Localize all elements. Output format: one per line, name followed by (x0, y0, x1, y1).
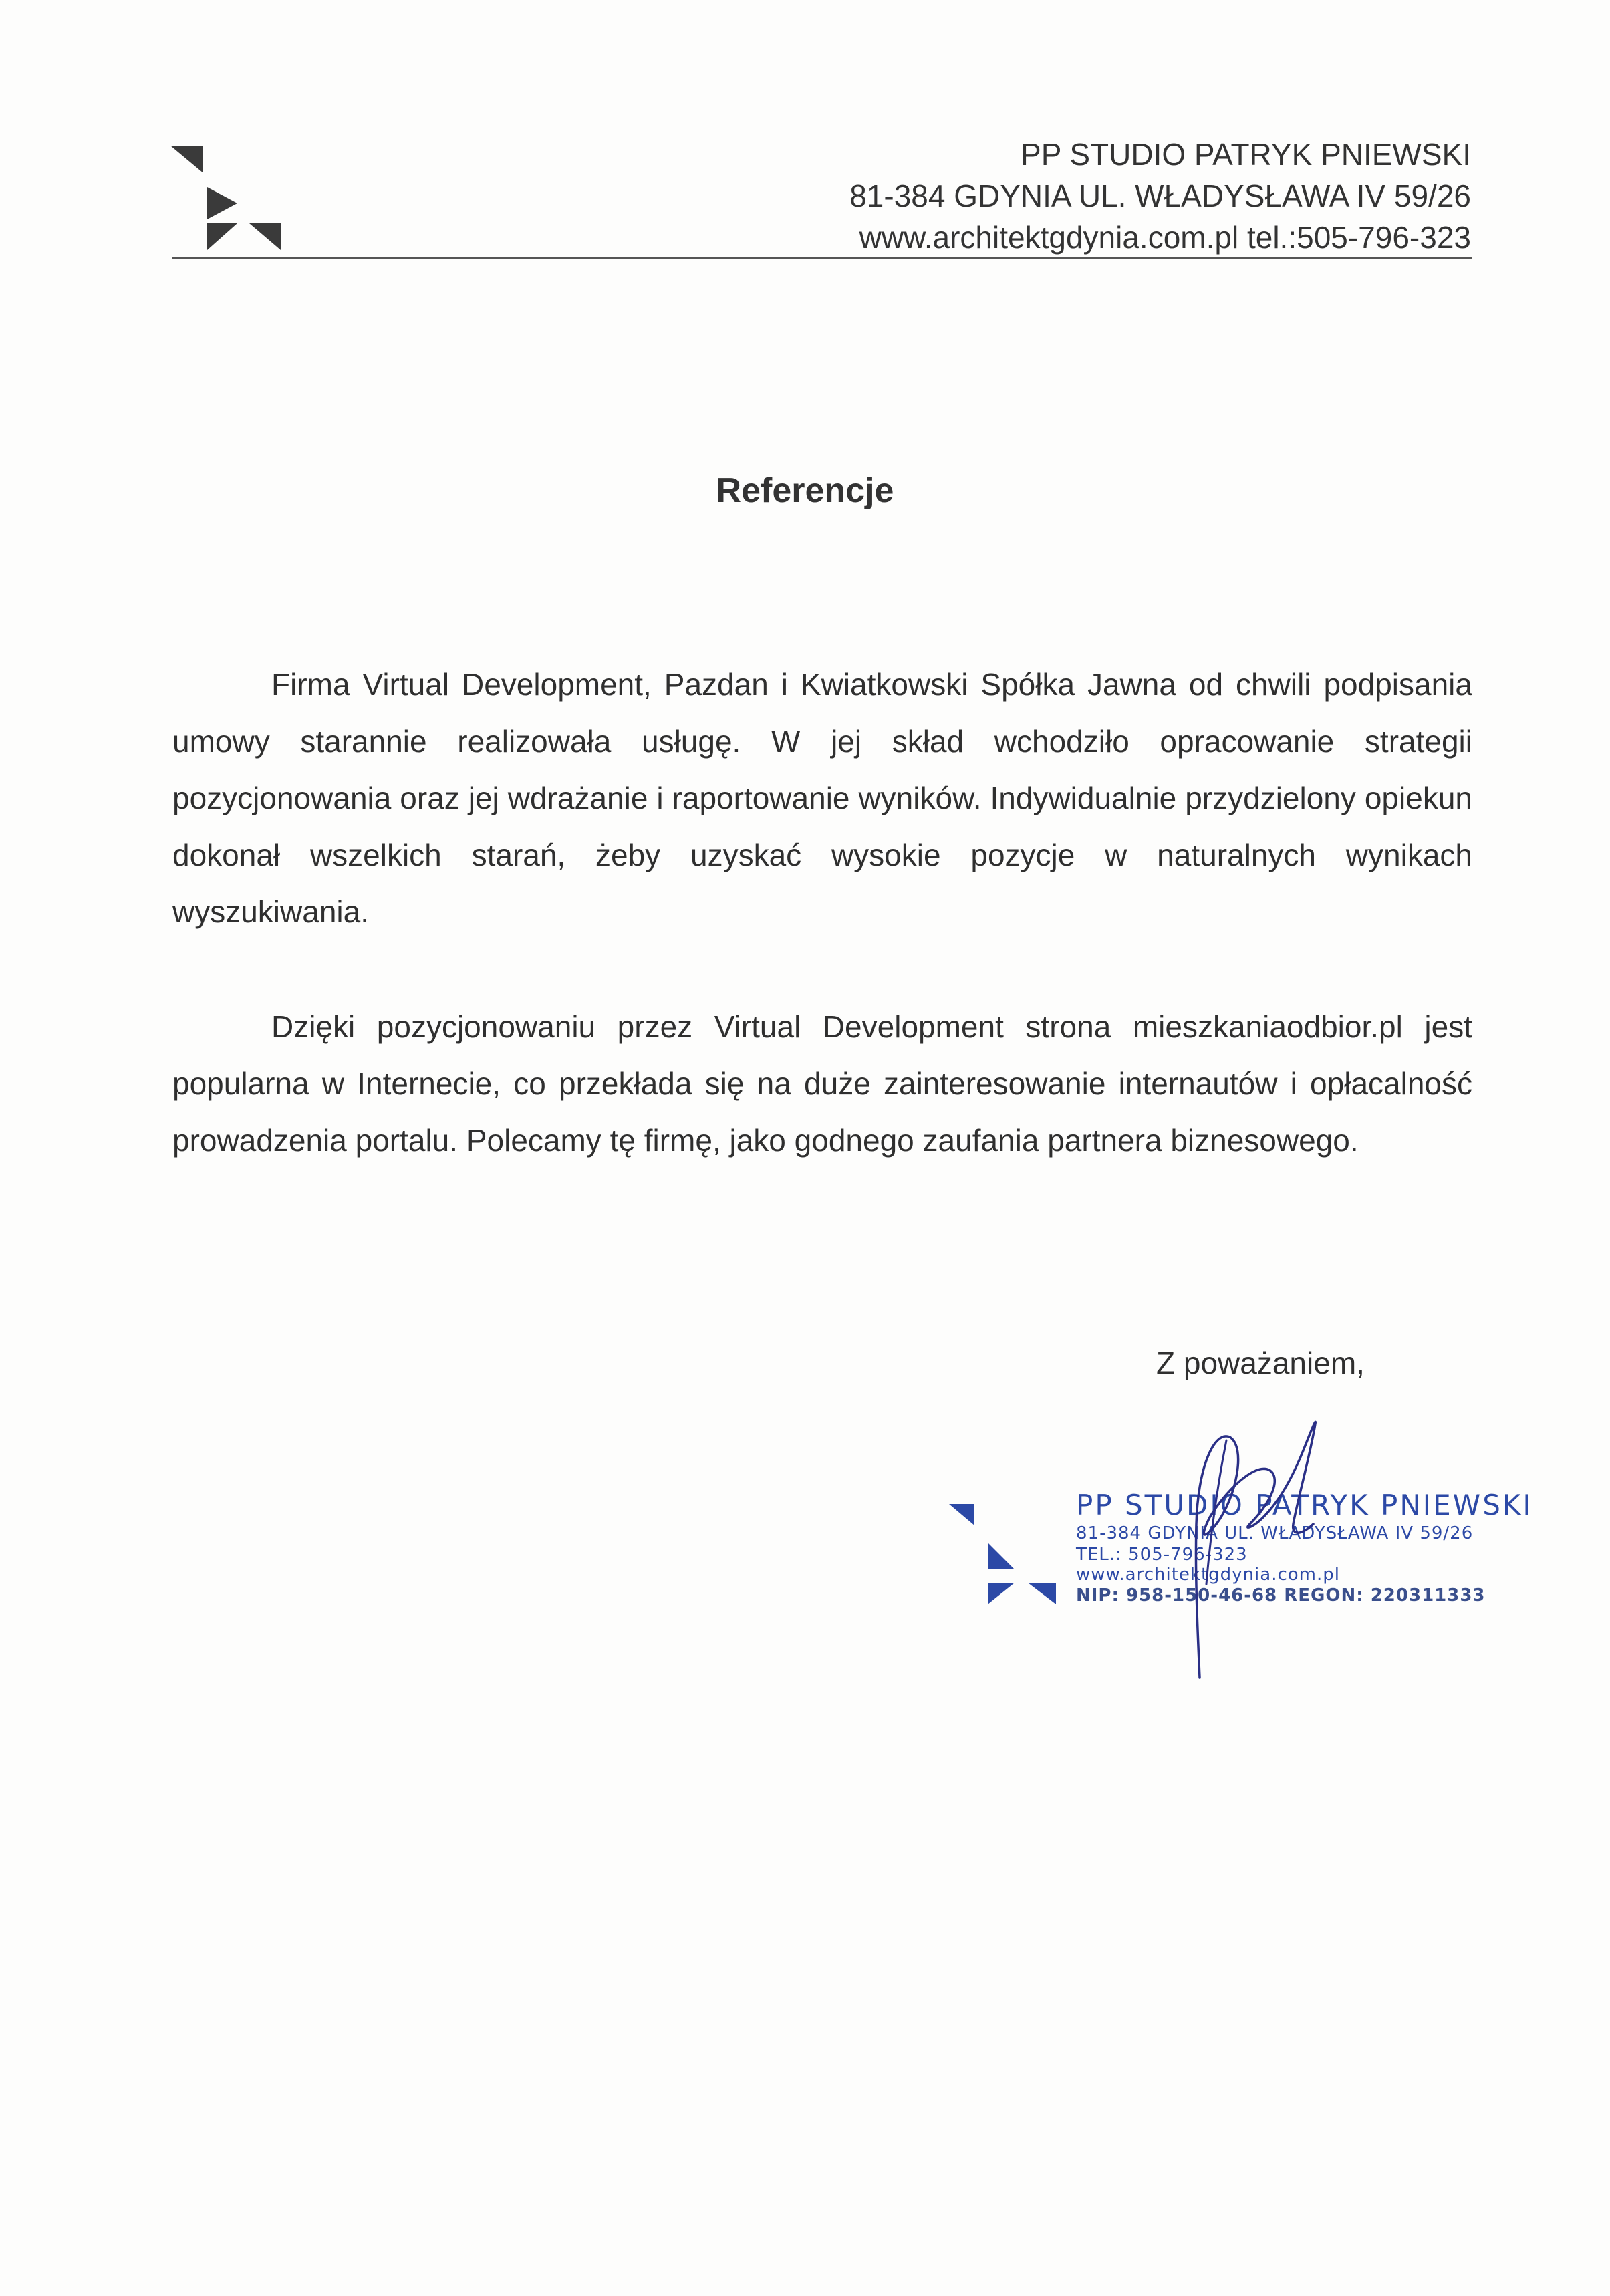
letterhead (849, 134, 1471, 258)
body-paragraph-1: Firma Virtual Development, Pazdan i Kwiatkowski Spółka Jawna od chwili podpisania umowy starannie realizowała usługę. W jej skład wchodziło opracowanie strategii pozycjonowania oraz jej wdrażanie i raportowanie wyników. Indywidualnie przydzielony opiekun dokonał wszelkich starań, żeby uzyskać wysokie pozycje w naturalnych wynikach wyszukiwania. (172, 667, 1472, 929)
stamp-address: 81-384 GDYNIA UL. WŁADYSŁAWA IV 59/26 (1076, 1523, 1474, 1543)
stamp-website: www.architektgdynia.com.pl (1076, 1565, 1340, 1585)
body-paragraph-2: Dzięki pozycjonowaniu przez Virtual Development strona mieszkaniaodbior.pl jest popularna w Internecie, co przekłada się na duże zainteresowanie internautów i opłacalność prowadzenia portalu. Polecamy tę firmę, jako godnego zaufania partnera biznesowego. (172, 1009, 1472, 1158)
stamp-tax-ids: NIP: 958-150-46-68 REGON: 220311333 (1076, 1585, 1486, 1606)
header-divider (172, 257, 1472, 259)
signature-icon (1136, 1410, 1417, 1691)
document-title: Referencje (716, 471, 894, 510)
company-contact: www.architektgdynia.com.pl tel.:505-796-323 (859, 220, 1471, 255)
company-address: 81-384 GDYNIA UL. WŁADYSŁAWA IV 59/26 (849, 178, 1471, 213)
stamp-logo-icon (949, 1504, 1063, 1624)
company-name: PP STUDIO PATRYK PNIEWSKI (1021, 137, 1471, 172)
company-logo-icon (170, 146, 284, 259)
stamp-phone: TEL.: 505-796-323 (1076, 1545, 1248, 1565)
closing-salutation: Z poważaniem, (1156, 1346, 1365, 1380)
stamp-company: PP STUDIO PATRYK PNIEWSKI (1076, 1489, 1533, 1521)
